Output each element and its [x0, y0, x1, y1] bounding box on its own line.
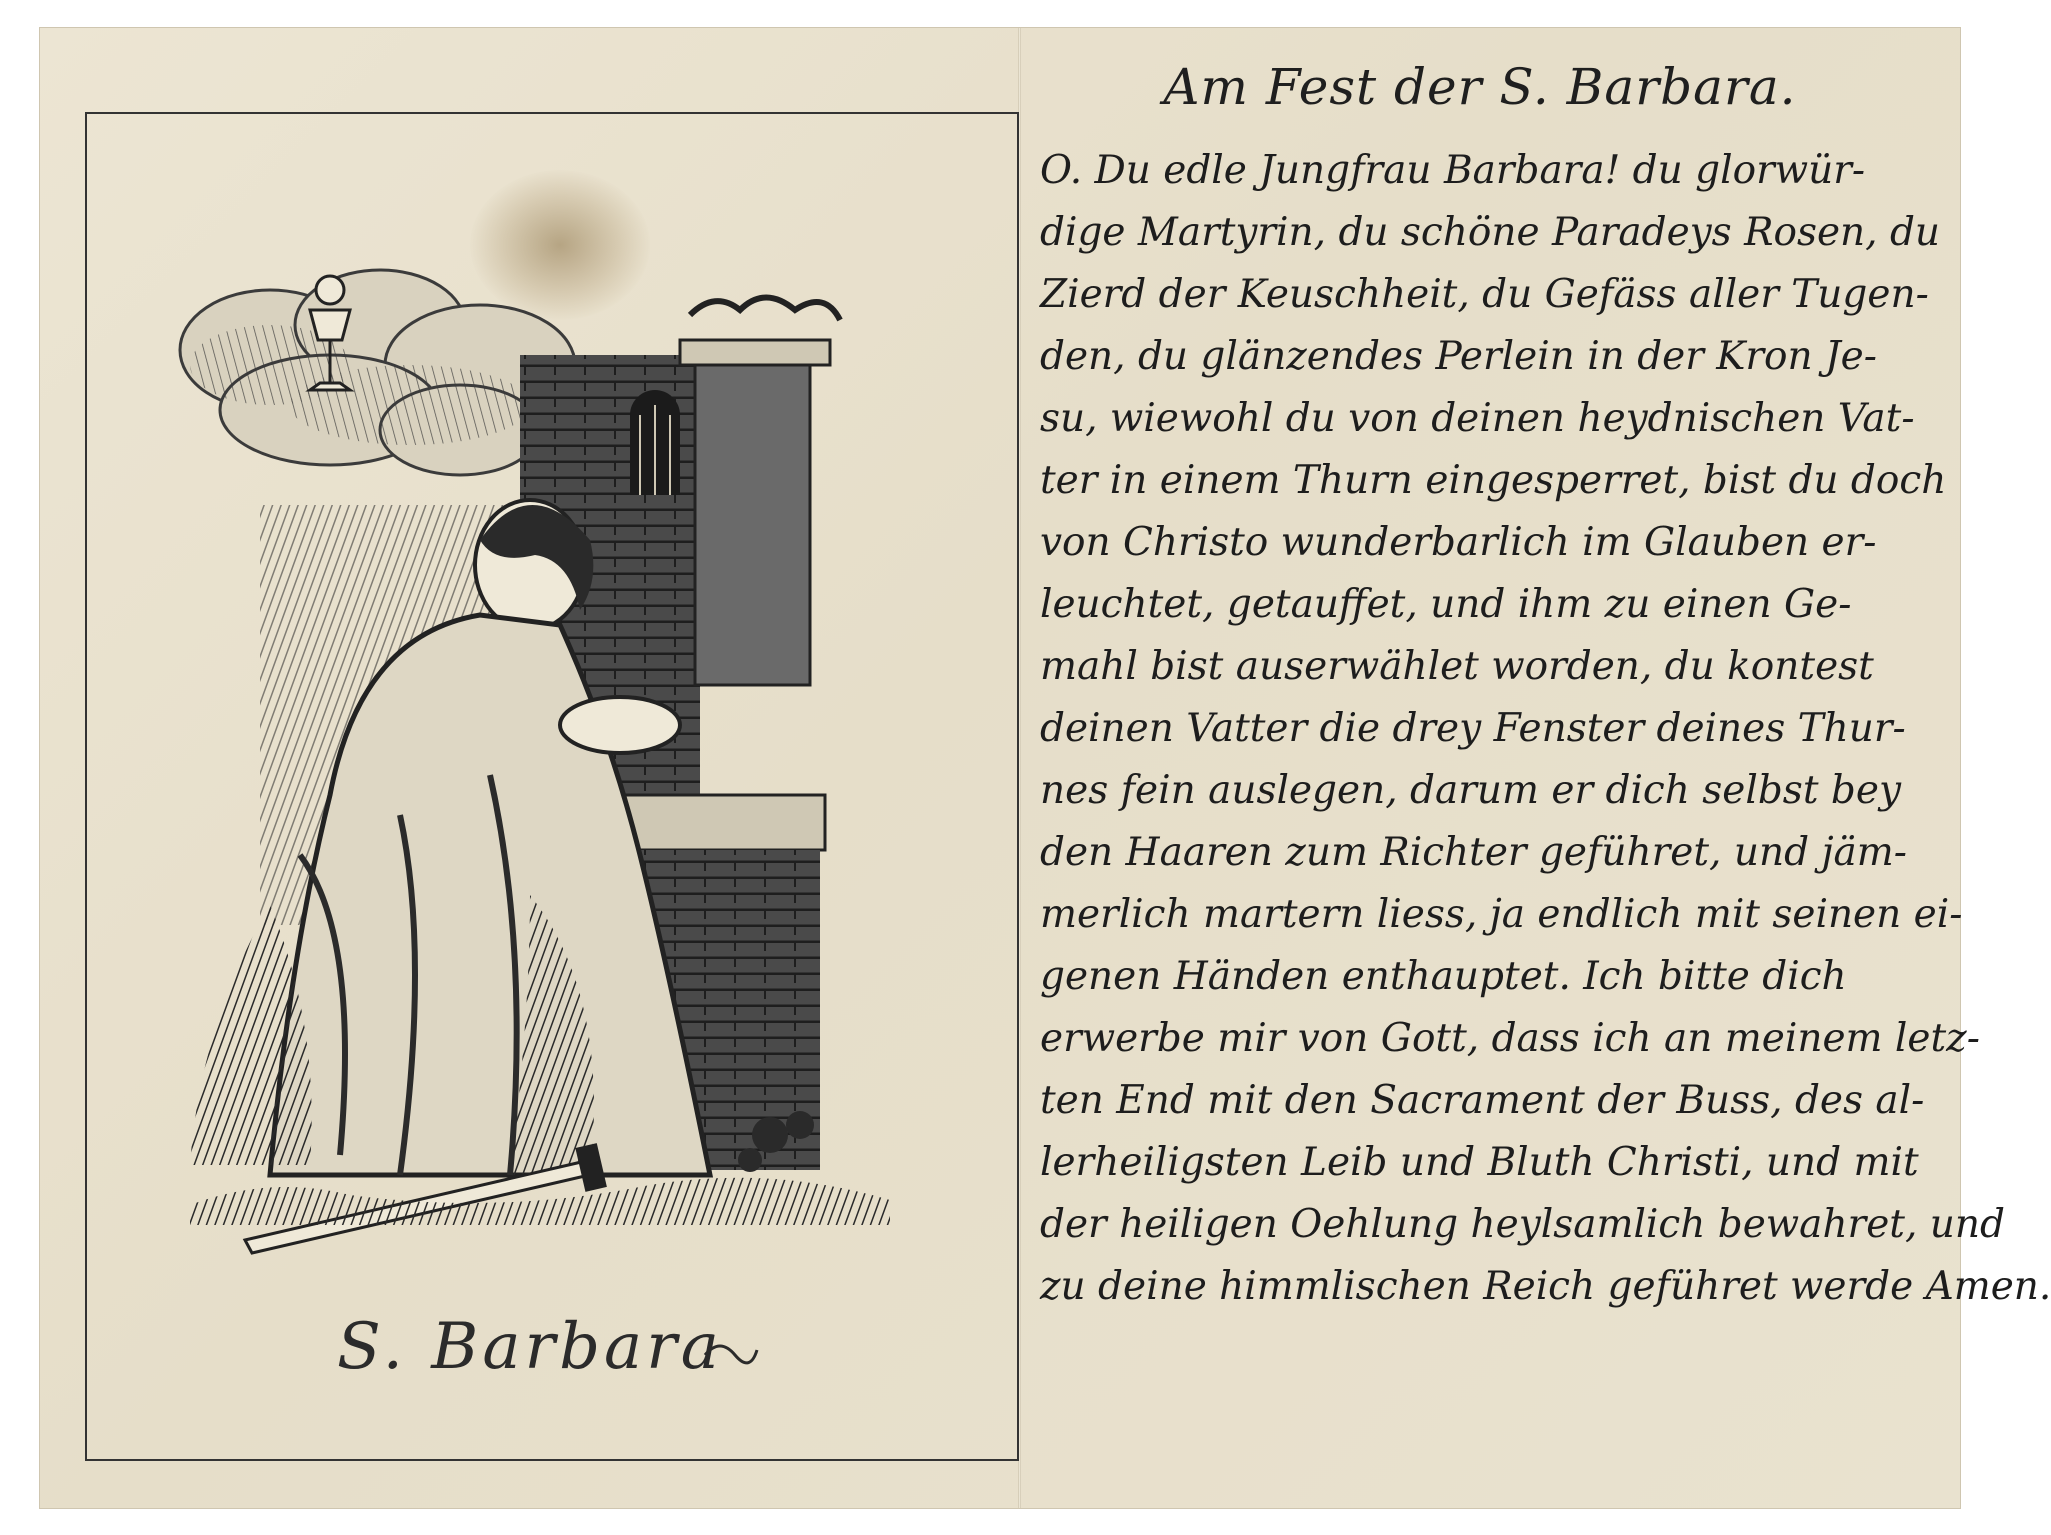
prayer-line: deinen Vatter die drey Fenster deines Thur-	[1040, 706, 1906, 751]
prayer-line: von Christo wunderbarlich im Glauben er-	[1040, 520, 1877, 565]
prayer-line: lerheiligsten Leib und Bluth Christi, und mit	[1040, 1140, 1919, 1185]
prayer-line: su, wiewohl du von deinen heydnischen Vat-	[1040, 396, 1915, 441]
prayer-line: mahl bist auserwählet worden, du kontest	[1040, 644, 1874, 689]
prayer-line: ten End mit den Sacrament der Buss, des al-	[1040, 1078, 1925, 1123]
prayer-line: den, du glänzendes Perlein in der Kron Je-	[1040, 334, 1877, 379]
prayer-line: leuchtet, getauffet, und ihm zu einen Ge-	[1040, 582, 1852, 627]
prayer-line: merlich martern liess, ja endlich mit seinen ei-	[1040, 892, 1963, 937]
prayer-line: Zierd der Keuschheit, du Gefäss aller Tugen-	[1040, 272, 1929, 317]
prayer-line: den Haaren zum Richter geführet, und jäm-	[1040, 830, 1907, 875]
prayer-text	[1040, 140, 2051, 1318]
saint-barbara-engraving	[150, 255, 940, 1270]
prayer-line: dige Martyrin, du schöne Paradeys Rosen, du	[1040, 210, 1941, 255]
engraving-caption: S. Barbara	[337, 1310, 723, 1384]
prayer-line: erwerbe mir von Gott, dass ich an meinem letz-	[1040, 1016, 1980, 1061]
prayer-line: ter in einem Thurn eingesperret, bist du doch	[1040, 458, 1947, 503]
prayer-line: genen Händen enthauptet. Ich bitte dich	[1040, 954, 1847, 999]
prayer-title: Am Fest der S. Barbara.	[1163, 58, 1797, 116]
flourish-icon	[700, 1335, 760, 1375]
prayer-line: nes fein auslegen, darum er dich selbst bey	[1040, 768, 1901, 813]
book-icon	[560, 697, 680, 753]
prayer-line: der heiligen Oehlung heylsamlich bewahret, und	[1040, 1202, 2005, 1247]
prayer-line: O. Du edle Jungfrau Barbara! du glorwür-	[1040, 148, 1866, 193]
prayer-line: zu deine himmlischen Reich geführet werde Amen.	[1040, 1264, 2051, 1309]
